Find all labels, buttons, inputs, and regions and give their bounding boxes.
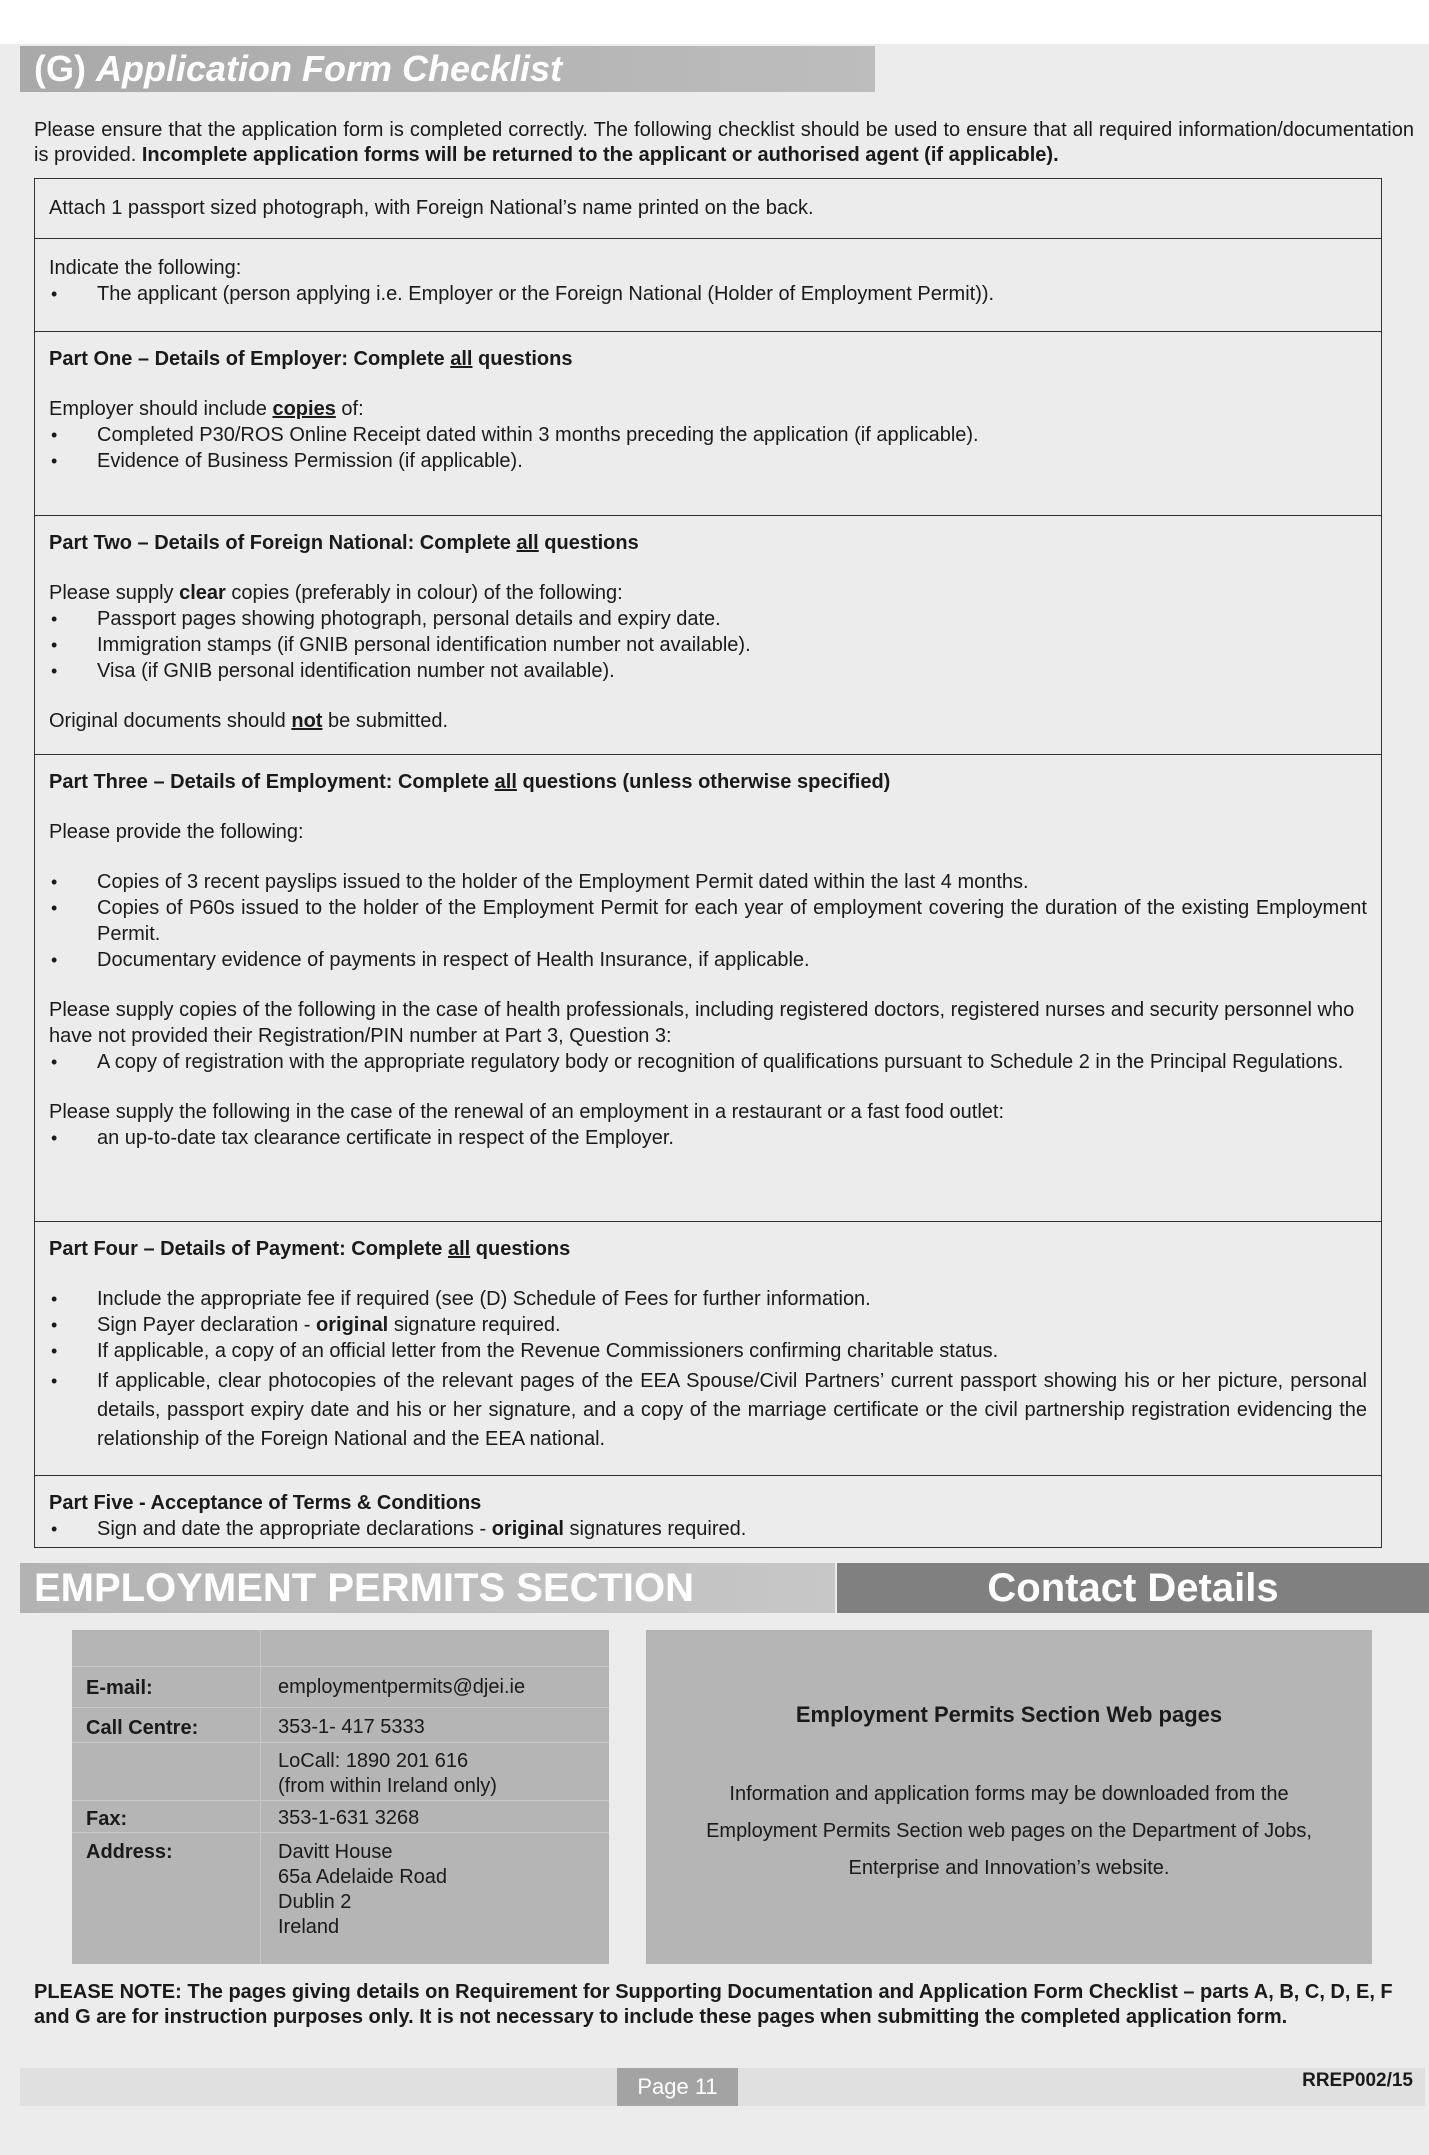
list-item: • Evidence of Business Permission (if applicable). [49,448,1367,474]
locall-value [278,1749,497,1799]
contact-details-table [72,1630,609,1964]
item-text: signatures required. [569,1518,747,1540]
part-one-lead [49,396,1367,422]
title-text: questions [478,348,573,370]
part-two-lead [49,580,1367,606]
part-four-title [49,1236,1367,1262]
list-item [49,1312,1367,1338]
list-item [49,1516,1367,1542]
page-number: Page 11 [617,2068,738,2106]
checklist-table [34,178,1382,1548]
row-divider [72,1800,609,1801]
list-item: • A copy of registration with the appropriate regulatory body or recognition of qualifications pursuant to Schedule 2 in the Principal Regulations. [49,1049,1367,1075]
title-underline: all [516,532,539,554]
part-three-health-lead: Please supply copies of the following in the case of health professionals, including registered doctors, registered nurses and security personnel who have not provided their Registration/PIN number at Part 3, Question 3: [49,999,1355,1047]
list-item: • If applicable, a copy of an official letter from the Revenue Commissioners confirming charitable status. [49,1338,1367,1364]
list-item: • an up-to-date tax clearance certificate in respect of the Employer. [49,1125,1367,1151]
checklist-part-one [35,332,1381,516]
section-title: Application Form Checklist [96,48,563,89]
lead-underline: copies [272,398,336,420]
top-margin [0,0,1429,44]
title-underline: all [494,771,517,793]
call-centre-label: Call Centre: [86,1717,199,1739]
checklist-part-two [35,516,1381,755]
checklist-photo [35,179,1381,239]
address-line: Davitt House [278,1841,393,1863]
web-pages-title: Employment Permits Section Web pages [795,1702,1223,1727]
list-item: • Immigration stamps (if GNIB personal identification number not available). [49,632,1367,658]
title-underline: all [450,348,473,370]
lead-text: Please supply [49,582,174,604]
list-item: • Visa (if GNIB personal identification number not available). [49,658,1367,684]
indicate-heading: Indicate the following: [49,257,242,279]
note-underline: not [291,710,323,732]
section-header [20,46,875,92]
lead-bold: clear [179,582,226,604]
part-two-title [49,530,1367,556]
intro-paragraph [34,118,1414,168]
part-one-title [49,346,1367,372]
title-text: questions (unless otherwise specified) [522,771,891,793]
lead-text: of: [341,398,364,420]
address-value [278,1840,447,1940]
web-pages-text: Information and application forms may be downloaded from the Employment Permits Section web pages on the Department of Jobs, Enterprise and Innovation’s website. [706,1783,1312,1879]
part-two-originals-note [49,708,1367,734]
part-five-title: Part Five - Acceptance of Terms & Conditions [49,1492,482,1514]
title-text: Part Three – Details of Employment: Complete [49,771,490,793]
photo-text: Attach 1 passport sized photograph, with Foreign National’s name printed on the back. [49,197,814,219]
title-text: Part Four – Details of Payment: Complete [49,1238,443,1260]
checklist-part-five [35,1476,1381,1549]
intro-warning: Incomplete application forms will be returned to the applicant or authorised agent (if applicable). [141,144,1059,166]
web-pages-box [646,1630,1372,1964]
title-text: Part One – Details of Employer: Complete [49,348,445,370]
item-text: signature required. [393,1314,561,1336]
item-text: Sign Payer declaration - [97,1314,311,1336]
intro-text: Please ensure that the application form is completed correctly. The following checklist should be used to ensure that all required information/documentation is provided. [34,119,1414,166]
row-divider [72,1666,609,1667]
contact-details-bar: Contact Details [837,1563,1429,1613]
list-item: • Documentary evidence of payments in respect of Health Insurance, if applicable. [49,947,1367,973]
item-bold: original [316,1314,389,1336]
address-label: Address: [86,1841,173,1863]
document-reference: RREP002/15 [1302,2070,1413,2091]
checklist-indicate [35,239,1381,332]
fax-label: Fax: [86,1808,128,1830]
list-item: • Passport pages showing photograph, personal details and expiry date. [49,606,1367,632]
list-item: • Copies of P60s issued to the holder of the Employment Permit for each year of employment covering the duration of the existing Employment Permit. [49,895,1367,947]
locall-note: (from within Ireland only) [278,1775,497,1797]
part-three-renewal-lead: Please supply the following in the case of the renewal of an employment in a restaurant or a fast food outlet: [49,1101,1005,1123]
row-divider [72,1832,609,1833]
lead-text: Employer should include [49,398,267,420]
list-item: • Completed P30/ROS Online Receipt dated within 3 months preceding the application (if applicable). [49,422,1367,448]
address-line: 65a Adelaide Road [278,1866,448,1888]
employment-permits-section-bar: EMPLOYMENT PERMITS SECTION [20,1563,835,1613]
email-value[interactable]: employmentpermits@djei.ie [278,1676,526,1698]
part-three-title [49,769,1367,795]
item-text: Sign and date the appropriate declarations - [97,1518,487,1540]
column-divider [260,1630,261,1964]
title-text: questions [544,532,639,554]
title-text: questions [475,1238,571,1260]
locall-number: LoCall: 1890 201 616 [278,1750,469,1772]
note-text: Original documents should [49,710,286,732]
title-text: Part Two – Details of Foreign National: Complete [49,532,511,554]
section-prefix: (G) [34,48,86,89]
address-line: Ireland [278,1916,340,1938]
please-note: PLEASE NOTE: The pages giving details on Requirement for Supporting Documentation and Application Form Checklist – parts A, B, C, D, E, F and G are for instruction purposes only. It is not necessary to include these pages when submitting the completed application form. [34,1981,1393,2028]
row-divider [72,1707,609,1708]
checklist-part-four [35,1222,1381,1476]
checklist-part-three [35,755,1381,1222]
row-divider [72,1742,609,1743]
lead-text: copies (preferably in colour) of the following: [231,582,623,604]
part-three-lead: Please provide the following: [49,821,304,843]
call-centre-value: 353-1- 417 5333 [278,1716,425,1738]
fax-value: 353-1-631 3268 [278,1807,420,1829]
list-item: • Copies of 3 recent payslips issued to the holder of the Employment Permit dated within the last 4 months. [49,869,1367,895]
note-text: be submitted. [328,710,449,732]
list-item: • Include the appropriate fee if required (see (D) Schedule of Fees for further information. [49,1286,1367,1312]
address-line: Dublin 2 [278,1891,352,1913]
list-item: • If applicable, clear photocopies of the relevant pages of the EEA Spouse/Civil Partners’ current passport showing his or her picture, personal details, passport expiry date and his or her signature, and a copy of the marriage certificate or the civil partnership registration evidencing the relationship of the Foreign National and the EEA national. [49,1367,1367,1454]
title-underline: all [447,1238,471,1260]
list-item: • The applicant (person applying i.e. Employer or the Foreign National (Holder of Employment Permit)). [49,281,1367,307]
item-bold: original [491,1518,564,1540]
email-label: E-mail: [86,1677,153,1699]
